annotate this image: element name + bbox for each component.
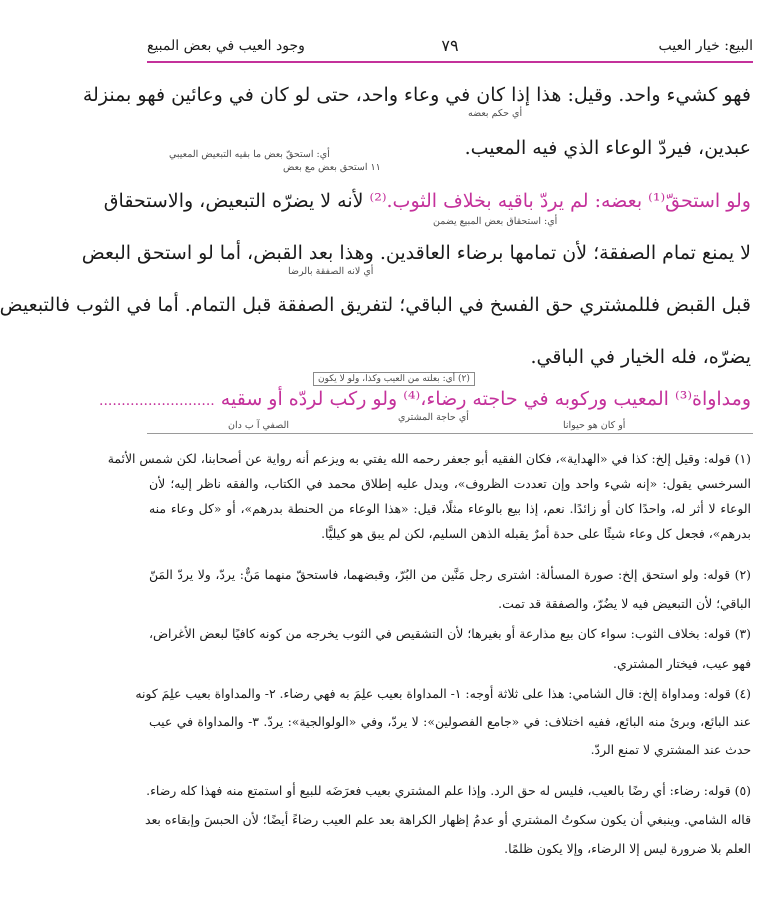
main-line-5: قبل القبض فللمشتري حق الفسخ في الباقي؛ لتفريق الصفقة قبل التمام. أما في الثوب فالتبعيض [0,294,751,316]
line7-accent-2: المعيب وركوبه في حاجته رضاء، [420,388,669,410]
line7-note-b: أو كان هو حيوانا [563,420,626,431]
line7-note-c: الصفي آ ب دان [228,420,289,431]
footnote-4-line-1: (٤) قوله: ومداواة إلخ: قال الشامي: هذا على ثلاثة أوجه: ١- المداواة بعيب علِمَ به فهي رضاء. ٢- والمداواة بعيب علِمَ كونه [135,686,751,701]
line3-post: لأنه لا يضرّه التبعيض، والاستحقاق [103,190,364,212]
line7-accent-1: ومداواة [691,388,751,410]
footnote-3-line-1: (٣) قوله: بخلاف الثوب: سواء كان بيع مذارعة أو بغيرها؛ لأن التشقيص في الثوب يخرجه من كونه كافيًا لبعض الأغراض، [149,626,751,641]
line1-note: أي حكم بعضه [468,108,523,119]
line4-note: أي لانه الصفقة بالرضا [288,266,374,277]
footnote-separator [147,433,753,434]
footnote-2-line-1: (٢) قوله: ولو استحق إلخ: صورة المسألة: اشترى رجل مَنَّين من البُرّ، وقبضهما، فاستحقّ منهما مَنٌّ: يردّ، ولا يردّ المَنّ [149,567,751,582]
section-title: البيع: خيار العيب [658,38,753,54]
line7-accent-3: ولو ركب لردّه أو سقيه [220,388,398,410]
main-line-6: يضرّه، فله الخيار في الباقي. [530,346,751,368]
footnote-5-line-3: العلم بلا ضرورة ليس إلا الرضاء، وإلا يكون ظلمًا. [504,841,751,856]
main-line-4: لا يمنع تمام الصفقة؛ لأن تمامها برضاء العاقدين. وهذا بعد القبض، أما لو استحق البعض [81,242,751,264]
page-number: ٧٩ [441,36,459,55]
footnote-ref-1: ⁽¹⁾ [648,190,666,212]
continuation-dots: .......................... [99,393,215,409]
footnote-5-line-1: (٥) قوله: رضاء: أي رضًا بالعيب، فليس له حق الرد. وإذا علم المشتري بعيب فعرَضَه للبيع أو استمتع منه فهذا كله رضاء. [146,783,751,798]
running-title: وجود العيب في بعض المبيع [147,38,305,54]
line7-note-a: أي حاجة المشتري [398,412,469,423]
footnote-3-line-2: فهو عيب، فيختار المشتري. [613,656,751,671]
line3-pre: ولو استحقّ [665,190,751,212]
line7-gloss: (٢) أي: بعلته من العيب وكذا، ولو لا يكون [313,372,475,386]
footnote-ref-3: ⁽³⁾ [675,388,692,410]
line3-accent: بعضه: لم يردّ باقيه بخلاف الثوب. [386,190,643,212]
footnote-2-line-2: الباقي؛ لأن التبعيض فيه لا يضُرّ، والصفقة قد تمت. [498,596,751,611]
footnote-1-line-2: السرخسي يقول: «إنه شيء واحد وإن تعددت الظروف»، ويدل عليه إطلاق محمد في الكتاب، والفقه ناظر إليه؛ لأن [149,476,751,491]
footnote-1-line-1: (١) قوله: وقيل إلخ: كذا في «الهداية»، فكان الفقيه أبو جعفر رحمه الله يفتي به ويزعم أنه رواية عن أصحابنا، لكن شمس الأئمة [107,451,751,466]
line2-gloss-b: ١١ استحق بعض مع بعض [283,162,381,173]
main-line-1: فهو كشيء واحد. وقيل: هذا إذا كان في وعاء واحد، حتى لو كان في وعائين فهو بمنزلة [82,84,751,106]
footnote-4-line-2: عند البائع، وبرئ منه البائع، ففيه اختلاف: في «جامع الفصولين»: لا يردّ، وفي «الولوالجية»: يردّ. ٣- والمداواة في عيب [149,714,751,729]
footnote-1-line-4: بدرهم»، فجعل كل وعاء شيئًا على حدة أمرٌ يقبله الذهن السليم، لكن لم يبق هو كيليًّا. [321,526,751,541]
footnote-5-line-2: قاله الشامي. وينبغي أن يكون سكوتُ المشتري أو عدمُ إظهار الكراهة بعد علم العيب رضاءً أيضًا؛ لأن الحبسَ وإبقاءه بعد [144,812,751,827]
footnote-4-line-3: حدث عند المشتري لا تمنع الردّ. [590,742,751,757]
main-line-2: عبدين، فيردّ الوعاء الذي فيه المعيب. [464,137,751,159]
footnote-1-line-3: الوعاء لا أثر له، واحدًا كان أو زائدًا. نعم، إذا بيع بالوعاء مثلًا، قيل: «هذا الوعاء من الحنطة بدرهم»، أو «كل وعاء منه [149,501,751,516]
line3-gloss: أي: استحقاق بعض المبيع يضمن [433,216,558,227]
footnote-ref-4: ⁽⁴⁾ [403,388,421,410]
footnote-ref-2: ⁽²⁾ [369,190,387,212]
line2-gloss-a: أي: استحقّ بعض ما بقيه التبعيض المعيبي [169,149,330,160]
main-line-3 [103,186,751,216]
header-rule [147,61,753,63]
